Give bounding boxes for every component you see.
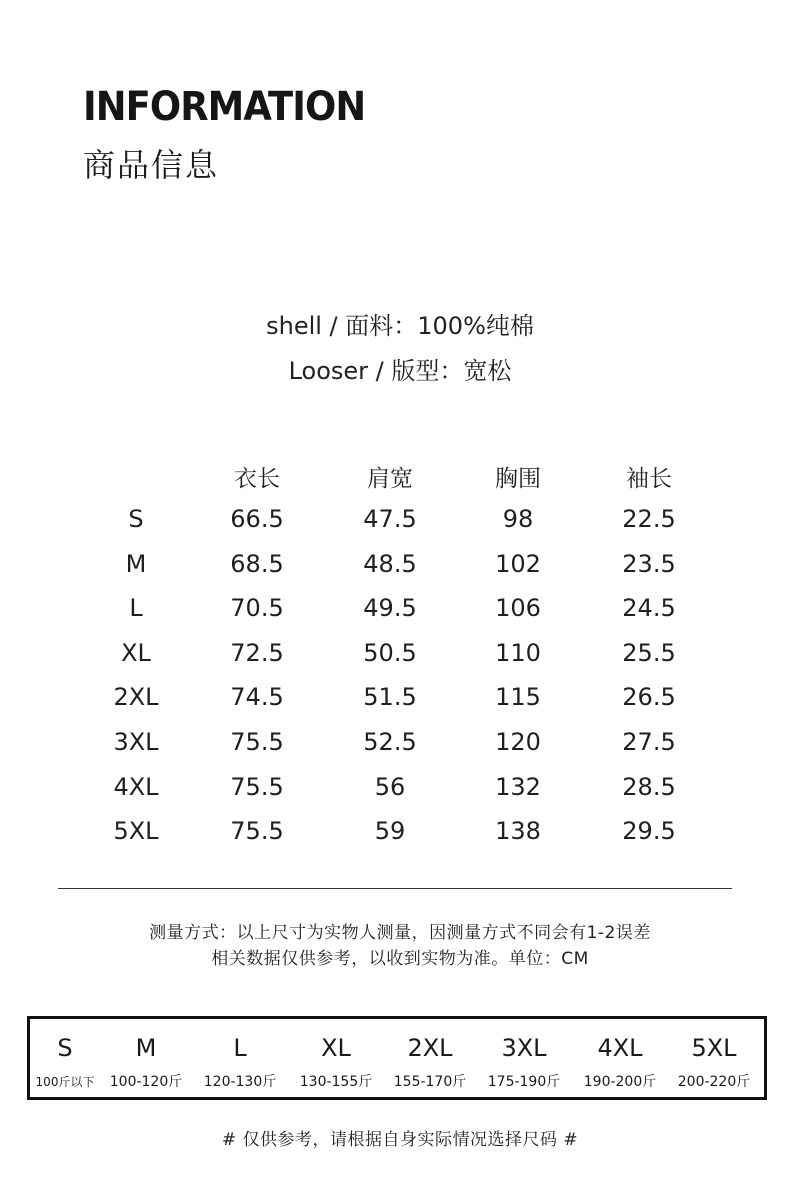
table-cell: 51.5 <box>363 683 417 712</box>
weight-guide-range: 190-200斤 <box>583 1074 657 1090</box>
table-cell: 74.5 <box>230 683 284 712</box>
table-cell: 75.5 <box>230 817 284 846</box>
weight-guide-range: 100-120斤 <box>109 1074 183 1090</box>
weight-guide-range: 200-220斤 <box>677 1074 751 1090</box>
measurement-note: 测量方式：以上尺寸为实物人测量，因测量方式不同会有1-2误差 <box>149 923 651 943</box>
weight-guide-range: 100斤以下 <box>35 1075 95 1089</box>
reference-note: 相关数据仅供参考，以收到实物为准。单位：CM <box>211 949 589 969</box>
table-cell: 28.5 <box>622 772 676 801</box>
table-size-label: M <box>125 549 147 578</box>
fabric-spec: shell / 面料：100%纯棉 <box>266 312 534 340</box>
weight-guide-size: 2XL <box>407 1034 453 1062</box>
footer-note: # 仅供参考，请根据自身实际情况选择尺码 # <box>221 1130 579 1150</box>
divider <box>58 888 732 889</box>
weight-guide-size: 4XL <box>597 1034 643 1062</box>
table-cell: 98 <box>502 505 534 533</box>
weight-guide-size: 5XL <box>691 1034 737 1062</box>
weight-guide-range: 155-170斤 <box>393 1074 467 1090</box>
table-cell: 50.5 <box>363 638 417 667</box>
table-size-label: L <box>129 594 143 623</box>
table-cell: 56 <box>374 772 406 801</box>
weight-guide-size: L <box>233 1034 247 1062</box>
table-cell: 25.5 <box>622 638 676 667</box>
table-cell: 115 <box>495 683 541 712</box>
weight-guide-size: XL <box>321 1034 351 1062</box>
table-cell: 22.5 <box>622 505 676 533</box>
weight-guide-size: S <box>57 1034 73 1062</box>
page-title-cn: 商品信息 <box>83 146 220 184</box>
table-size-label: 5XL <box>113 817 159 846</box>
weight-guide-range: 120-130斤 <box>203 1074 277 1090</box>
table-cell: 70.5 <box>230 594 284 623</box>
table-cell: 68.5 <box>230 549 284 578</box>
table-size-label: 3XL <box>113 728 159 756</box>
weight-guide-range: 130-155斤 <box>299 1074 373 1090</box>
table-cell: 27.5 <box>622 728 676 756</box>
table-cell: 26.5 <box>622 683 676 712</box>
table-header-cell: 肩宽 <box>367 466 413 492</box>
weight-guide-size: 3XL <box>501 1034 547 1062</box>
page-title-en: INFORMATION <box>83 84 366 130</box>
table-cell: 49.5 <box>363 594 417 623</box>
table-size-label: 4XL <box>113 772 159 801</box>
table-cell: 48.5 <box>363 549 417 578</box>
table-cell: 29.5 <box>622 817 676 846</box>
table-cell: 75.5 <box>230 772 284 801</box>
table-cell: 75.5 <box>230 728 284 756</box>
weight-guide-range: 175-190斤 <box>487 1074 561 1090</box>
table-cell: 102 <box>495 549 541 578</box>
fit-spec: Looser / 版型：宽松 <box>288 357 512 385</box>
weight-guide-size: M <box>135 1034 157 1062</box>
table-header-cell: 胸围 <box>495 466 541 492</box>
table-size-label: 2XL <box>113 683 159 712</box>
table-cell: 132 <box>495 772 541 801</box>
table-cell: 52.5 <box>363 728 417 756</box>
table-cell: 120 <box>495 728 541 756</box>
table-cell: 59 <box>374 817 406 846</box>
table-size-label: XL <box>121 638 151 667</box>
table-cell: 23.5 <box>622 549 676 578</box>
table-cell: 72.5 <box>230 638 284 667</box>
table-header-cell: 袖长 <box>626 466 672 492</box>
table-cell: 110 <box>495 638 541 667</box>
table-size-label: S <box>128 505 144 533</box>
table-cell: 138 <box>495 817 541 846</box>
table-cell: 66.5 <box>230 505 284 533</box>
table-cell: 47.5 <box>363 505 417 533</box>
table-header-cell: 衣长 <box>234 466 280 492</box>
table-cell: 24.5 <box>622 594 676 623</box>
table-cell: 106 <box>495 594 541 623</box>
